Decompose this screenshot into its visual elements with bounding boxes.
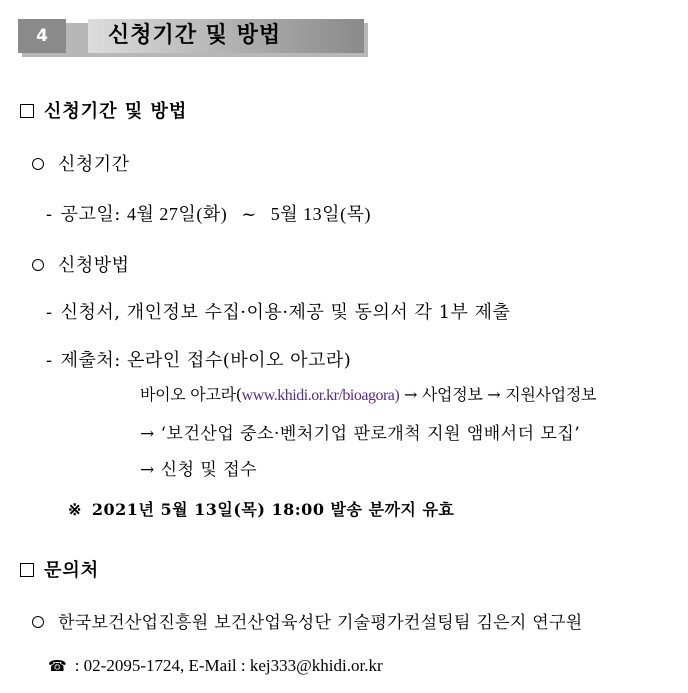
circle-bullet-icon bbox=[32, 616, 44, 628]
method-heading bbox=[32, 251, 130, 277]
method-item-documents bbox=[46, 298, 510, 324]
dash-prefix: - bbox=[46, 302, 53, 323]
period-label: 공고일: bbox=[60, 204, 128, 225]
path-line-3: → 신청 및 접수 bbox=[140, 460, 258, 480]
contact-person-text: 한국보건산업진흥원 보건산업육성단 기술평가컨설팅팀 김은지 연구원 bbox=[58, 613, 583, 633]
path-line-2: → ‘보건산업 중소·벤처기업 판로개척 지원 앰배서더 모집’ bbox=[140, 424, 581, 444]
period-line bbox=[46, 200, 371, 226]
circle-bullet-icon bbox=[32, 259, 44, 271]
square-bullet-icon bbox=[20, 563, 34, 577]
section-heading-contact bbox=[20, 556, 99, 582]
reference-mark: ※ bbox=[68, 500, 82, 519]
period-heading-text: 신청기간 bbox=[58, 154, 130, 175]
bioagora-link[interactable]: www.khidi.or.kr/bioagora) bbox=[241, 387, 400, 404]
path-text: → 사업정보 → 지원사업정보 bbox=[399, 385, 597, 404]
deadline-note bbox=[68, 497, 454, 520]
section-heading-application bbox=[20, 97, 187, 123]
path-line-1 bbox=[140, 382, 596, 405]
section-title: 문의처 bbox=[44, 560, 100, 581]
square-bullet-icon bbox=[20, 104, 34, 118]
contact-person bbox=[32, 608, 582, 633]
phone-icon: ☎ bbox=[48, 657, 67, 675]
dash-prefix: - bbox=[46, 204, 53, 225]
deadline-note-text: 2021년 5월 13일(목) 18:00 발송 분까지 유효 bbox=[91, 500, 455, 519]
section-title: 신청기간 및 방법 bbox=[44, 101, 188, 122]
banner-title: 신청기간 및 방법 bbox=[88, 19, 364, 53]
contact-line bbox=[48, 656, 383, 676]
path-text: 바이오 아고라( bbox=[140, 385, 242, 404]
period-tilde: ~ bbox=[241, 204, 257, 225]
method-heading-text: 신청방법 bbox=[58, 255, 130, 276]
method-item-text: 신청서, 개인정보 수집·이용·제공 및 동의서 각 1부 제출 bbox=[60, 302, 511, 323]
contact-details: : 02-2095-1724, E-Mail : kej333@khidi.or.kr bbox=[74, 656, 383, 675]
circle-bullet-icon bbox=[32, 158, 44, 170]
period-heading bbox=[32, 150, 130, 176]
dash-prefix: - bbox=[46, 350, 53, 371]
banner-number: 4 bbox=[18, 19, 66, 53]
period-start: 4월 27일(화) bbox=[127, 204, 228, 224]
section-banner bbox=[18, 19, 368, 57]
period-end: 5월 13일(목) bbox=[270, 204, 371, 224]
method-item-text: 제출처: 온라인 접수(바이오 아고라) bbox=[60, 350, 352, 371]
method-item-submission bbox=[46, 346, 351, 372]
